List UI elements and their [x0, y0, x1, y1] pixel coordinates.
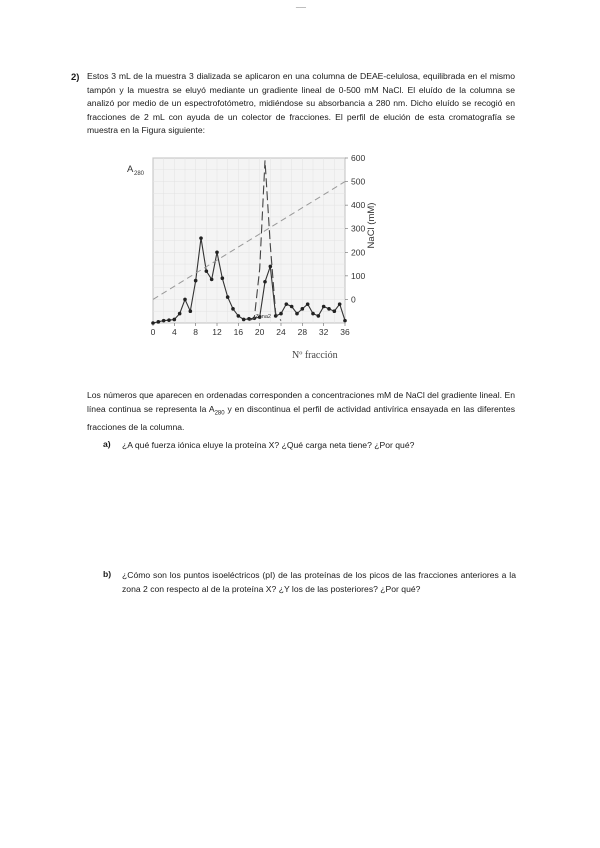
data-point	[183, 298, 187, 302]
data-point	[199, 236, 203, 240]
explanation-paragraph	[87, 389, 515, 434]
question-intro: Estos 3 mL de la muestra 3 dializada se aplicaron en una columna de DEAE-celulosa, equilibrada en el mismo tampón y la muestra se eluyó mediante un gradiente lineal de 0-500 mM NaCl. El eluído de la columna se analizó por medio de un espectrofotómetro, midiéndose su absorbancia a 280 nm. Dicho eluído se recogió en fracciones de 2 mL con ayuda de un colector de fracciones. El perfil de elución de esta cromatografía se muestra en la Figura siguiente:	[87, 71, 515, 135]
data-point	[205, 269, 209, 273]
data-point	[237, 314, 241, 318]
data-point	[189, 309, 193, 313]
explanation-subscript: 280	[214, 410, 225, 417]
right-tick-label: 200	[351, 247, 366, 258]
data-point	[295, 312, 299, 316]
x-tick-label: 0	[150, 327, 156, 337]
data-point	[215, 250, 219, 254]
x-tick-label: 8	[193, 327, 199, 337]
data-point	[194, 279, 198, 283]
data-point	[317, 314, 321, 318]
x-tick-label: 16	[233, 327, 244, 337]
x-tick-label: 20	[254, 327, 265, 337]
explanation-text-1: Los números que aparecen en ordenadas corresponden a concentraciones mM de NaCl del gradiente lineal. En línea continua se representa la A	[87, 390, 515, 414]
subquestion-b-label: b)	[103, 569, 112, 579]
data-point	[327, 307, 331, 311]
x-tick-label: 4	[171, 327, 177, 337]
data-point	[301, 307, 305, 311]
data-point	[157, 320, 161, 324]
question-number: 2)	[71, 72, 80, 83]
x-tick-label: 32	[318, 327, 329, 337]
y-left-label-sub: 280	[134, 171, 145, 177]
zona2-annotation: Zona2	[255, 313, 272, 320]
right-tick-label: 300	[351, 223, 366, 234]
elution-chart	[115, 153, 380, 348]
subquestion-a-label: a)	[103, 439, 111, 449]
right-tick-label: 100	[351, 270, 366, 281]
data-point	[338, 302, 342, 306]
data-point	[279, 312, 283, 316]
data-point	[343, 319, 347, 323]
data-point	[290, 305, 294, 309]
data-point	[173, 318, 177, 322]
right-tick-label: 400	[351, 200, 366, 211]
right-tick-label: 600	[351, 153, 366, 163]
data-point	[242, 318, 246, 322]
explanation-text-2: y en discontinua el perfil de actividad antivírica ensayada en las diferentes fracciones de la columna.	[87, 403, 516, 432]
data-point	[151, 321, 155, 325]
data-point	[162, 319, 166, 323]
data-point	[231, 307, 235, 311]
x-tick-label: 12	[212, 327, 222, 337]
x-tick-label: 24	[276, 327, 286, 337]
data-point	[306, 302, 310, 306]
x-tick-label: 36	[340, 327, 350, 337]
data-point	[285, 302, 289, 306]
x-axis-label: Nº fracción	[292, 350, 338, 361]
subquestion-b-text: ¿Cómo son los puntos isoeléctricos (pI) de las proteínas de los picos de las fracciones anteriores a la zona 2 con respecto al de la proteína X? ¿Y los de las posteriores? ¿Por qué?	[122, 570, 516, 594]
y-right-label: NaCl (mM)	[366, 202, 377, 249]
data-point	[221, 276, 225, 280]
page-header-mark: ___	[296, 2, 307, 8]
data-point	[322, 305, 326, 309]
data-point	[210, 278, 214, 282]
data-point	[226, 295, 230, 299]
x-tick-label: 28	[297, 327, 308, 337]
right-tick-label: 500	[351, 176, 366, 187]
data-point	[167, 318, 171, 322]
data-point	[269, 265, 273, 269]
subquestion-a-text: ¿A qué fuerza iónica eluye la proteína X? ¿Qué carga neta tiene? ¿Por qué?	[122, 440, 415, 450]
data-point	[333, 309, 337, 313]
right-tick-label: 0	[351, 294, 356, 305]
data-point	[178, 312, 182, 316]
y-left-label: A	[127, 164, 134, 175]
data-point	[311, 312, 315, 316]
data-point	[263, 280, 267, 284]
